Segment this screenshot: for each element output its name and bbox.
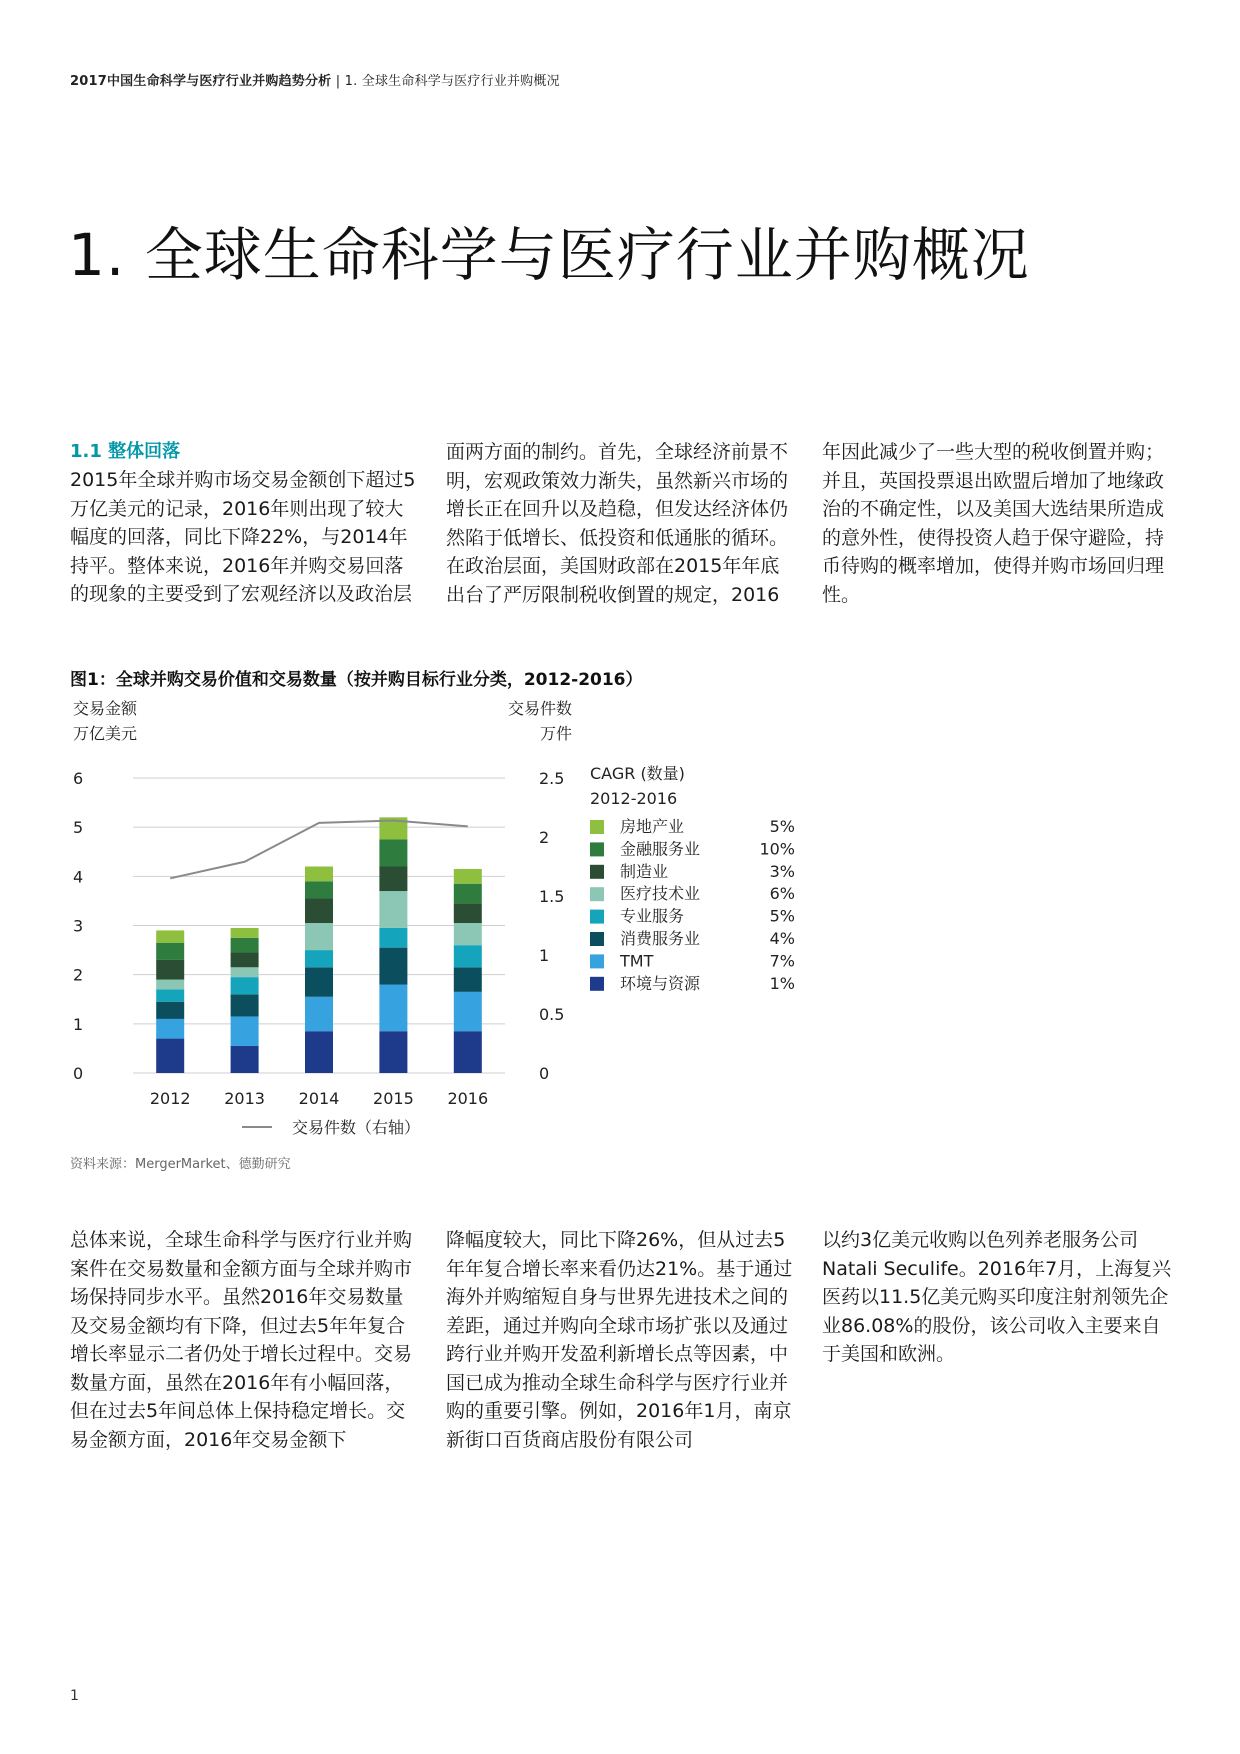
- legend-swatch: [590, 932, 604, 946]
- bar-segment: [231, 1016, 259, 1046]
- section1-paragraph-1: 2015年全球并购市场交易金额创下超过5万亿美元的记录，2016年则出现了较大幅度的回落，同比下降22%，与2014年持平。整体来说，2016年并购交易回落的现象的主要受到了宏观经济以及政治层: [70, 469, 416, 605]
- bar-segment: [231, 977, 259, 994]
- bar-segment: [454, 869, 482, 884]
- legend-swatch: [590, 910, 604, 924]
- figure-source: 资料来源：MergerMarket、德勤研究: [70, 1157, 291, 1172]
- bar-segment: [231, 967, 259, 977]
- legend-cagr: 1%: [769, 973, 795, 993]
- bar-segment: [305, 1031, 333, 1073]
- legend-swatch: [590, 977, 604, 991]
- right-tick-label: 0.5: [539, 1005, 565, 1024]
- legend-cagr: 3%: [769, 861, 795, 881]
- bar-segment: [156, 930, 184, 942]
- section1-paragraph-2: 面两方面的制约。首先，全球经济前景不明，宏观政策效力渐失，虽然新兴市场的增长正在回升以及趋稳，但发达经济体仍然陷于低增长、低投资和低通胀的循环。在政治层面，美国财政部在2015年年底出台了严厉限制税收倒置的规定，2016: [446, 441, 789, 606]
- legend-title-1: CAGR (数量): [590, 764, 685, 783]
- bar-segment: [454, 967, 482, 992]
- legend-swatch: [590, 820, 604, 834]
- section2-paragraph-2: 降幅度较大，同比下降26%，但从过去5年年复合增长率来看仍达21%。基于通过海外并购缩短自身与世界先进技术之间的差距，通过并购向全球市场扩张以及通过跨行业并购开发盈利新增长点等因素，中国已成为推动全球生命科学与医疗行业并购的重要引擎。例如，2016年1月，南京新街口百货商店股份有限公司: [446, 1229, 793, 1451]
- page-number: 1: [70, 1688, 79, 1704]
- bar-segment: [305, 923, 333, 950]
- left-tick-label: 3: [73, 916, 84, 936]
- bar-segment: [156, 960, 184, 980]
- section-heading: 1.1 整体回落: [70, 441, 181, 462]
- bar-segment: [305, 867, 333, 882]
- stacked-bar-chart: [0, 690, 900, 1150]
- bar-segment: [454, 923, 482, 945]
- x-tick-label: 2013: [224, 1089, 265, 1108]
- bar-segment: [156, 980, 184, 990]
- bar-segment: [454, 945, 482, 967]
- bar-segment: [305, 898, 333, 923]
- left-axis-label-1: 交易金额: [73, 699, 138, 718]
- bar-segment: [305, 881, 333, 898]
- bar-segment: [305, 967, 333, 997]
- page-title: 1. 全球生命科学与医疗行业并购概况: [68, 221, 1030, 289]
- bar-segment: [156, 1039, 184, 1073]
- left-tick-label: 4: [73, 867, 84, 887]
- section1-column-1: [70, 438, 420, 609]
- legend-swatch: [590, 954, 604, 968]
- section2-column-2: [446, 1226, 796, 1454]
- left-tick-label: 1: [73, 1014, 84, 1034]
- bar-segment: [231, 994, 259, 1016]
- figure-title: 图1：全球并购交易价值和交易数量（按并购目标行业分类，2012-2016）: [70, 670, 643, 690]
- running-header: [70, 70, 560, 89]
- bar-segment: [305, 950, 333, 967]
- legend-cagr: 4%: [769, 929, 795, 948]
- bar-segment: [156, 989, 184, 1001]
- bar-segment: [156, 943, 184, 960]
- right-tick-label: 1.5: [539, 887, 565, 906]
- legend-cagr: 5%: [769, 817, 795, 836]
- legend-label: 制造业: [620, 861, 669, 881]
- x-tick-label: 2014: [298, 1089, 340, 1108]
- x-tick-label: 2012: [149, 1089, 191, 1108]
- legend-swatch: [590, 842, 604, 856]
- section2-paragraph-3: 以约3亿美元收购以色列养老服务公司Natali Seculife。2016年7月，上海复兴医药以11.5亿美元购买印度注射剂领先企业86.08%的股份，该公司收入主要来自于美国和欧洲。: [822, 1229, 1172, 1365]
- header-doc-title: 2017中国生命科学与医疗行业并购趋势分析: [70, 74, 332, 89]
- x-tick-label: 2015: [373, 1089, 414, 1108]
- bar-segment: [156, 1002, 184, 1019]
- legend-title-2: 2012-2016: [590, 789, 678, 808]
- bar-segment: [231, 953, 259, 968]
- left-tick-label: 2: [73, 965, 84, 985]
- right-tick-label: 1: [539, 946, 550, 965]
- section1-paragraph-3: 年因此减少了一些大型的税收倒置并购；并且，英国投票退出欧盟后增加了地缘政治的不确定性，以及美国大选结果所造成的意外性，使得投资人趋于保守避险，持币待购的概率增加，使得并购市场回归理性。: [822, 441, 1165, 606]
- legend-cagr: 10%: [759, 839, 795, 859]
- legend-label: 医疗技术业: [620, 884, 701, 904]
- line-legend-label: 交易件数（右轴）: [292, 1118, 421, 1137]
- bar-segment: [379, 928, 407, 948]
- legend-cagr: 5%: [769, 906, 795, 926]
- section2-paragraph-1: 总体来说，全球生命科学与医疗行业并购案件在交易数量和金额方面与全球并购市场保持同步水平。虽然2016年交易数量及交易金额均有下降，但过去5年年复合增长率显示二者仍处于增长过程中。交易数量方面，虽然在2016年有小幅回落，但在过去5年间总体上保持稳定增长。交易金额方面，2016年交易金额下: [70, 1229, 413, 1451]
- left-axis-label-2: 万亿美元: [73, 724, 138, 743]
- bar-segment: [379, 985, 407, 1032]
- x-tick-label: 2016: [447, 1089, 489, 1108]
- left-tick-label: 0: [73, 1064, 84, 1083]
- bar-segment: [156, 1019, 184, 1039]
- bar-segment: [231, 938, 259, 953]
- right-tick-label: 2: [539, 828, 550, 847]
- right-axis-label-2: 万件: [539, 724, 572, 743]
- bar-segment: [231, 1046, 259, 1073]
- section2-column-3: [822, 1226, 1172, 1369]
- left-tick-label: 5: [73, 818, 84, 838]
- bar-segment: [454, 903, 482, 923]
- bar-segment: [454, 992, 482, 1031]
- legend-swatch: [590, 887, 604, 901]
- legend-label: 房地产业: [620, 817, 685, 836]
- legend-label: 专业服务: [620, 906, 685, 926]
- section1-column-2: [446, 438, 796, 609]
- right-axis-label-1: 交易件数: [507, 699, 572, 718]
- left-tick-label: 6: [73, 769, 84, 788]
- bar-segment: [379, 891, 407, 928]
- legend-swatch: [590, 865, 604, 879]
- legend-cagr: 6%: [769, 884, 795, 904]
- legend-label: 环境与资源: [620, 973, 701, 993]
- bar-segment: [454, 884, 482, 904]
- bar-segment: [379, 839, 407, 866]
- right-tick-label: 2.5: [539, 769, 565, 788]
- header-section: 1. 全球生命科学与医疗行业并购概况: [344, 74, 560, 89]
- legend-label: TMT: [620, 951, 654, 971]
- bar-segment: [305, 997, 333, 1031]
- bar-segment: [379, 948, 407, 985]
- right-tick-label: 0: [539, 1064, 550, 1083]
- section1-column-3: [822, 438, 1172, 609]
- legend-label: 金融服务业: [620, 839, 701, 859]
- header-separator: |: [331, 74, 345, 89]
- bar-segment: [379, 1031, 407, 1073]
- bar-segment: [454, 1031, 482, 1073]
- bar-segment: [231, 928, 259, 938]
- legend-label: 消费服务业: [620, 929, 701, 948]
- section2-column-1: [70, 1226, 420, 1454]
- legend-cagr: 7%: [769, 951, 795, 971]
- bar-segment: [379, 867, 407, 892]
